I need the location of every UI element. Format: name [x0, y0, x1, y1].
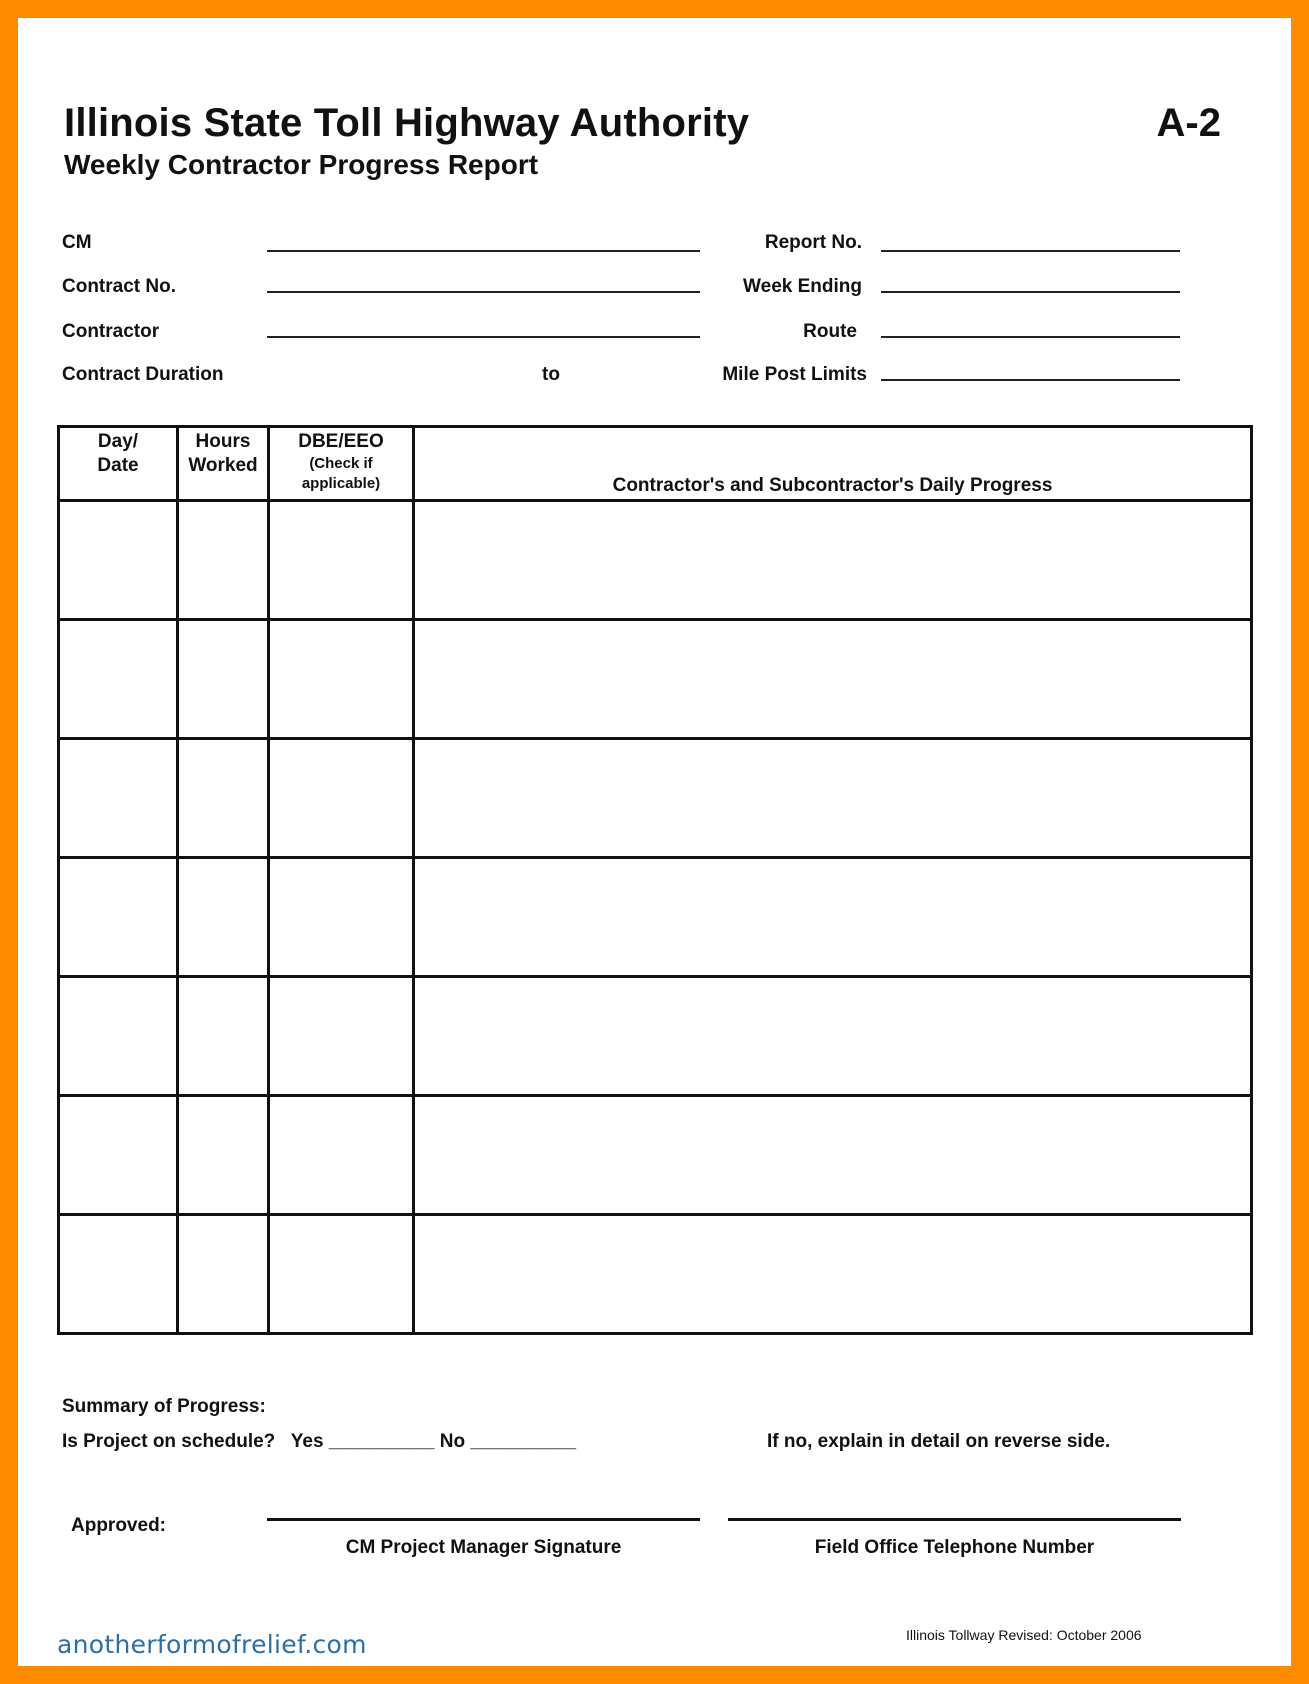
on-schedule-question: Is Project on schedule? Yes __________ No __________ [62, 1431, 577, 1452]
hours-cell[interactable] [178, 620, 269, 739]
dbe-eeo-cell[interactable] [269, 501, 414, 620]
table-row [59, 1096, 1252, 1215]
dbe-eeo-cell[interactable] [269, 1215, 414, 1334]
col-header-check-if: (Check if [309, 455, 373, 472]
col-header-date: Date [97, 455, 139, 476]
col-header-day-date [59, 427, 178, 501]
route-field[interactable] [881, 336, 1180, 338]
day-date-cell[interactable] [59, 977, 178, 1096]
table-row [59, 739, 1252, 858]
page-subtitle: Weekly Contractor Progress Report [64, 149, 539, 180]
hours-cell[interactable] [178, 1096, 269, 1215]
telephone-line[interactable] [728, 1518, 1181, 1521]
table-row [59, 501, 1252, 620]
form-sheet [18, 18, 1291, 1666]
table-row [59, 620, 1252, 739]
col-header-applicable: applicable) [301, 475, 381, 492]
day-date-cell[interactable] [59, 620, 178, 739]
progress-cell[interactable] [414, 739, 1252, 858]
week-ending-field[interactable] [881, 291, 1180, 293]
telephone-label: Field Office Telephone Number [814, 1537, 1095, 1558]
contractor-field[interactable] [267, 336, 700, 338]
day-date-cell[interactable] [59, 739, 178, 858]
progress-cell[interactable] [414, 858, 1252, 977]
daily-progress-table [57, 425, 1253, 1335]
form-code: A-2 [1156, 101, 1221, 145]
col-header-hours: Hours [195, 431, 251, 452]
table-header-row [59, 427, 1252, 501]
hours-cell[interactable] [178, 977, 269, 1096]
dbe-eeo-cell[interactable] [269, 739, 414, 858]
summary-of-progress-label: Summary of Progress: [62, 1396, 266, 1417]
col-header-dbe-eeo [269, 427, 414, 501]
progress-cell[interactable] [414, 1096, 1252, 1215]
progress-cell[interactable] [414, 977, 1252, 1096]
table-row [59, 858, 1252, 977]
page-title: Illinois State Toll Highway Authority [64, 101, 750, 145]
day-date-cell[interactable] [59, 1215, 178, 1334]
cm-label: CM [62, 232, 92, 253]
col-header-hours-worked [178, 427, 269, 501]
cm-signature-label: CM Project Manager Signature [345, 1537, 622, 1558]
hours-cell[interactable] [178, 501, 269, 620]
contractor-label: Contractor [62, 321, 160, 342]
dbe-eeo-cell[interactable] [269, 977, 414, 1096]
col-header-worked: Worked [188, 455, 258, 476]
table-row [59, 1215, 1252, 1334]
mile-post-limits-label: Mile Post Limits [722, 364, 867, 385]
day-date-cell[interactable] [59, 1096, 178, 1215]
mile-post-limits-field[interactable] [881, 379, 1180, 381]
week-ending-label: Week Ending [743, 276, 862, 297]
day-date-cell[interactable] [59, 858, 178, 977]
explain-note: If no, explain in detail on reverse side. [767, 1431, 1111, 1452]
day-date-cell[interactable] [59, 501, 178, 620]
cm-signature-line[interactable] [267, 1518, 700, 1521]
progress-cell[interactable] [414, 620, 1252, 739]
hours-cell[interactable] [178, 739, 269, 858]
report-no-label: Report No. [764, 232, 862, 253]
contract-no-field[interactable] [267, 291, 700, 293]
revision-note: Illinois Tollway Revised: October 2006 [906, 1627, 1142, 1643]
contract-no-label: Contract No. [62, 276, 176, 297]
dbe-eeo-cell[interactable] [269, 620, 414, 739]
progress-cell[interactable] [414, 501, 1252, 620]
table-row [59, 977, 1252, 1096]
contract-duration-label: Contract Duration [62, 364, 224, 385]
progress-cell[interactable] [414, 1215, 1252, 1334]
hours-cell[interactable] [178, 1215, 269, 1334]
dbe-eeo-cell[interactable] [269, 858, 414, 977]
report-no-field[interactable] [881, 250, 1180, 252]
cm-field[interactable] [267, 250, 700, 252]
duration-to-label: to [542, 364, 560, 385]
dbe-eeo-cell[interactable] [269, 1096, 414, 1215]
hours-cell[interactable] [178, 858, 269, 977]
col-header-dbe: DBE/EEO [298, 431, 384, 452]
approved-label: Approved: [71, 1515, 166, 1536]
watermark-text[interactable]: anotherformofrelief.com [57, 1630, 367, 1659]
col-header-day: Day/ [97, 431, 139, 452]
col-header-daily-progress: Contractor's and Subcontractor's Daily Progress [414, 427, 1252, 501]
route-label: Route [803, 321, 857, 342]
